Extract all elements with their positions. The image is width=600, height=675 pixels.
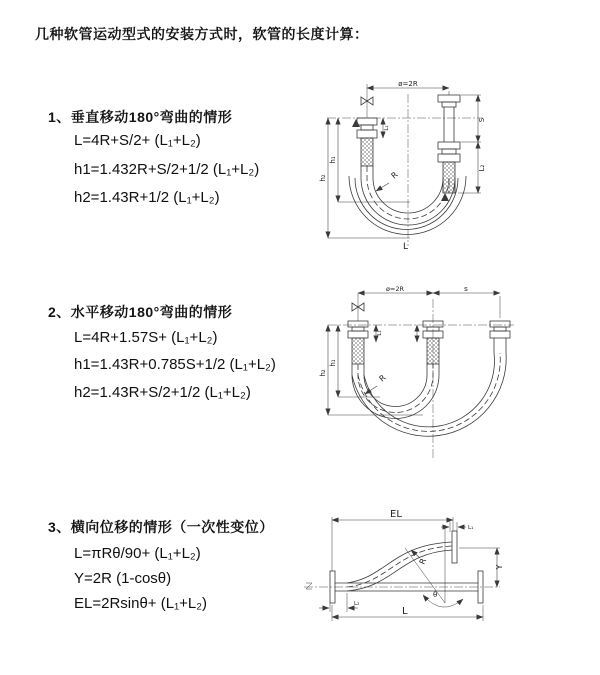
section-3-formula-el: EL=2Rsinθ+ (L₁+L₂) <box>74 595 208 612</box>
dim-label-l2: L₂ <box>478 164 486 172</box>
theta-angle-arc <box>423 595 463 607</box>
hose-s-curve-displaced <box>347 542 452 591</box>
dim-label-el: EL <box>390 509 402 520</box>
radius-label: R <box>417 557 429 566</box>
page-title: 几种软管运动型式的安装方式时，软管的长度计算： <box>35 26 369 42</box>
dimension-lines <box>328 88 481 238</box>
dim-label-l2: L₂ <box>354 601 360 607</box>
dim-label-l1: L₁ <box>468 525 474 531</box>
radius-label: R <box>389 170 400 181</box>
section-2-heading: 2、水平移动180°弯曲的情形 <box>48 304 233 320</box>
dim-label-l1: L₁ <box>384 125 390 131</box>
section-2-formula-h2: h2=1.43R+S/2+1/2 (L₁+L₂) <box>74 384 251 401</box>
dim-label-l1: L₁ <box>377 330 383 336</box>
dim-label-y: Y <box>495 564 504 570</box>
axis-break-mark <box>306 583 312 589</box>
section-3-formula-l: L=πRθ/90+ (L₁+L₂) <box>74 545 201 562</box>
section-1-formula-h1: h1=1.432R+S/2+1/2 (L₁+L₂) <box>74 161 260 178</box>
centerlines <box>327 84 483 246</box>
diagram-vertical-180-bend <box>315 78 525 253</box>
section-3-heading: 3、横向位移的情形（一次性变位） <box>48 519 274 535</box>
middle-fitting <box>423 321 443 364</box>
left-fitting <box>352 118 377 166</box>
section-2-formula-h1: h1=1.43R+0.785S+1/2 (L₁+L₂) <box>74 356 276 373</box>
centerlines <box>328 293 514 459</box>
centerlines <box>304 583 500 589</box>
diagram-lateral-displacement <box>302 505 597 645</box>
section-1-formula-h2: h2=1.43R+1/2 (L₁+L₂) <box>74 189 220 206</box>
section-1-heading: 1、垂直移动180°弯曲的情形 <box>48 109 233 125</box>
dim-label-s: S <box>478 117 486 123</box>
dim-label-h2: h₂ <box>319 369 327 377</box>
section-2-formula-l: L=4R+1.57S+ (L₁+L₂) <box>74 329 218 346</box>
radius-label: R <box>377 373 388 384</box>
section-3-formula-y: Y=2R (1-cosθ) <box>74 570 172 587</box>
right-fitting-moved <box>490 321 510 353</box>
theta-radius-line <box>405 548 445 603</box>
left-fitting <box>348 321 368 364</box>
dim-label-h1: h₁ <box>329 156 337 164</box>
dim-label-s: s <box>464 285 468 293</box>
upper-flange-displaced <box>452 531 457 563</box>
section-1-formula-l: L=4R+S/2+ (L₁+L₂) <box>74 132 201 149</box>
length-label: L <box>403 242 409 252</box>
dim-label-h1: h₁ <box>329 359 337 367</box>
dim-label-l: L <box>402 606 408 617</box>
diagram-horizontal-180-bend <box>318 285 523 465</box>
hose-u-bend-positions <box>352 353 506 436</box>
angle-label: θ <box>433 591 438 599</box>
dim-label-diameter: ø=2R <box>385 285 405 293</box>
dim-label-diameter: ø=2R <box>398 80 418 88</box>
dim-label-h2: h₂ <box>319 174 327 182</box>
dimension-lines <box>319 517 500 621</box>
